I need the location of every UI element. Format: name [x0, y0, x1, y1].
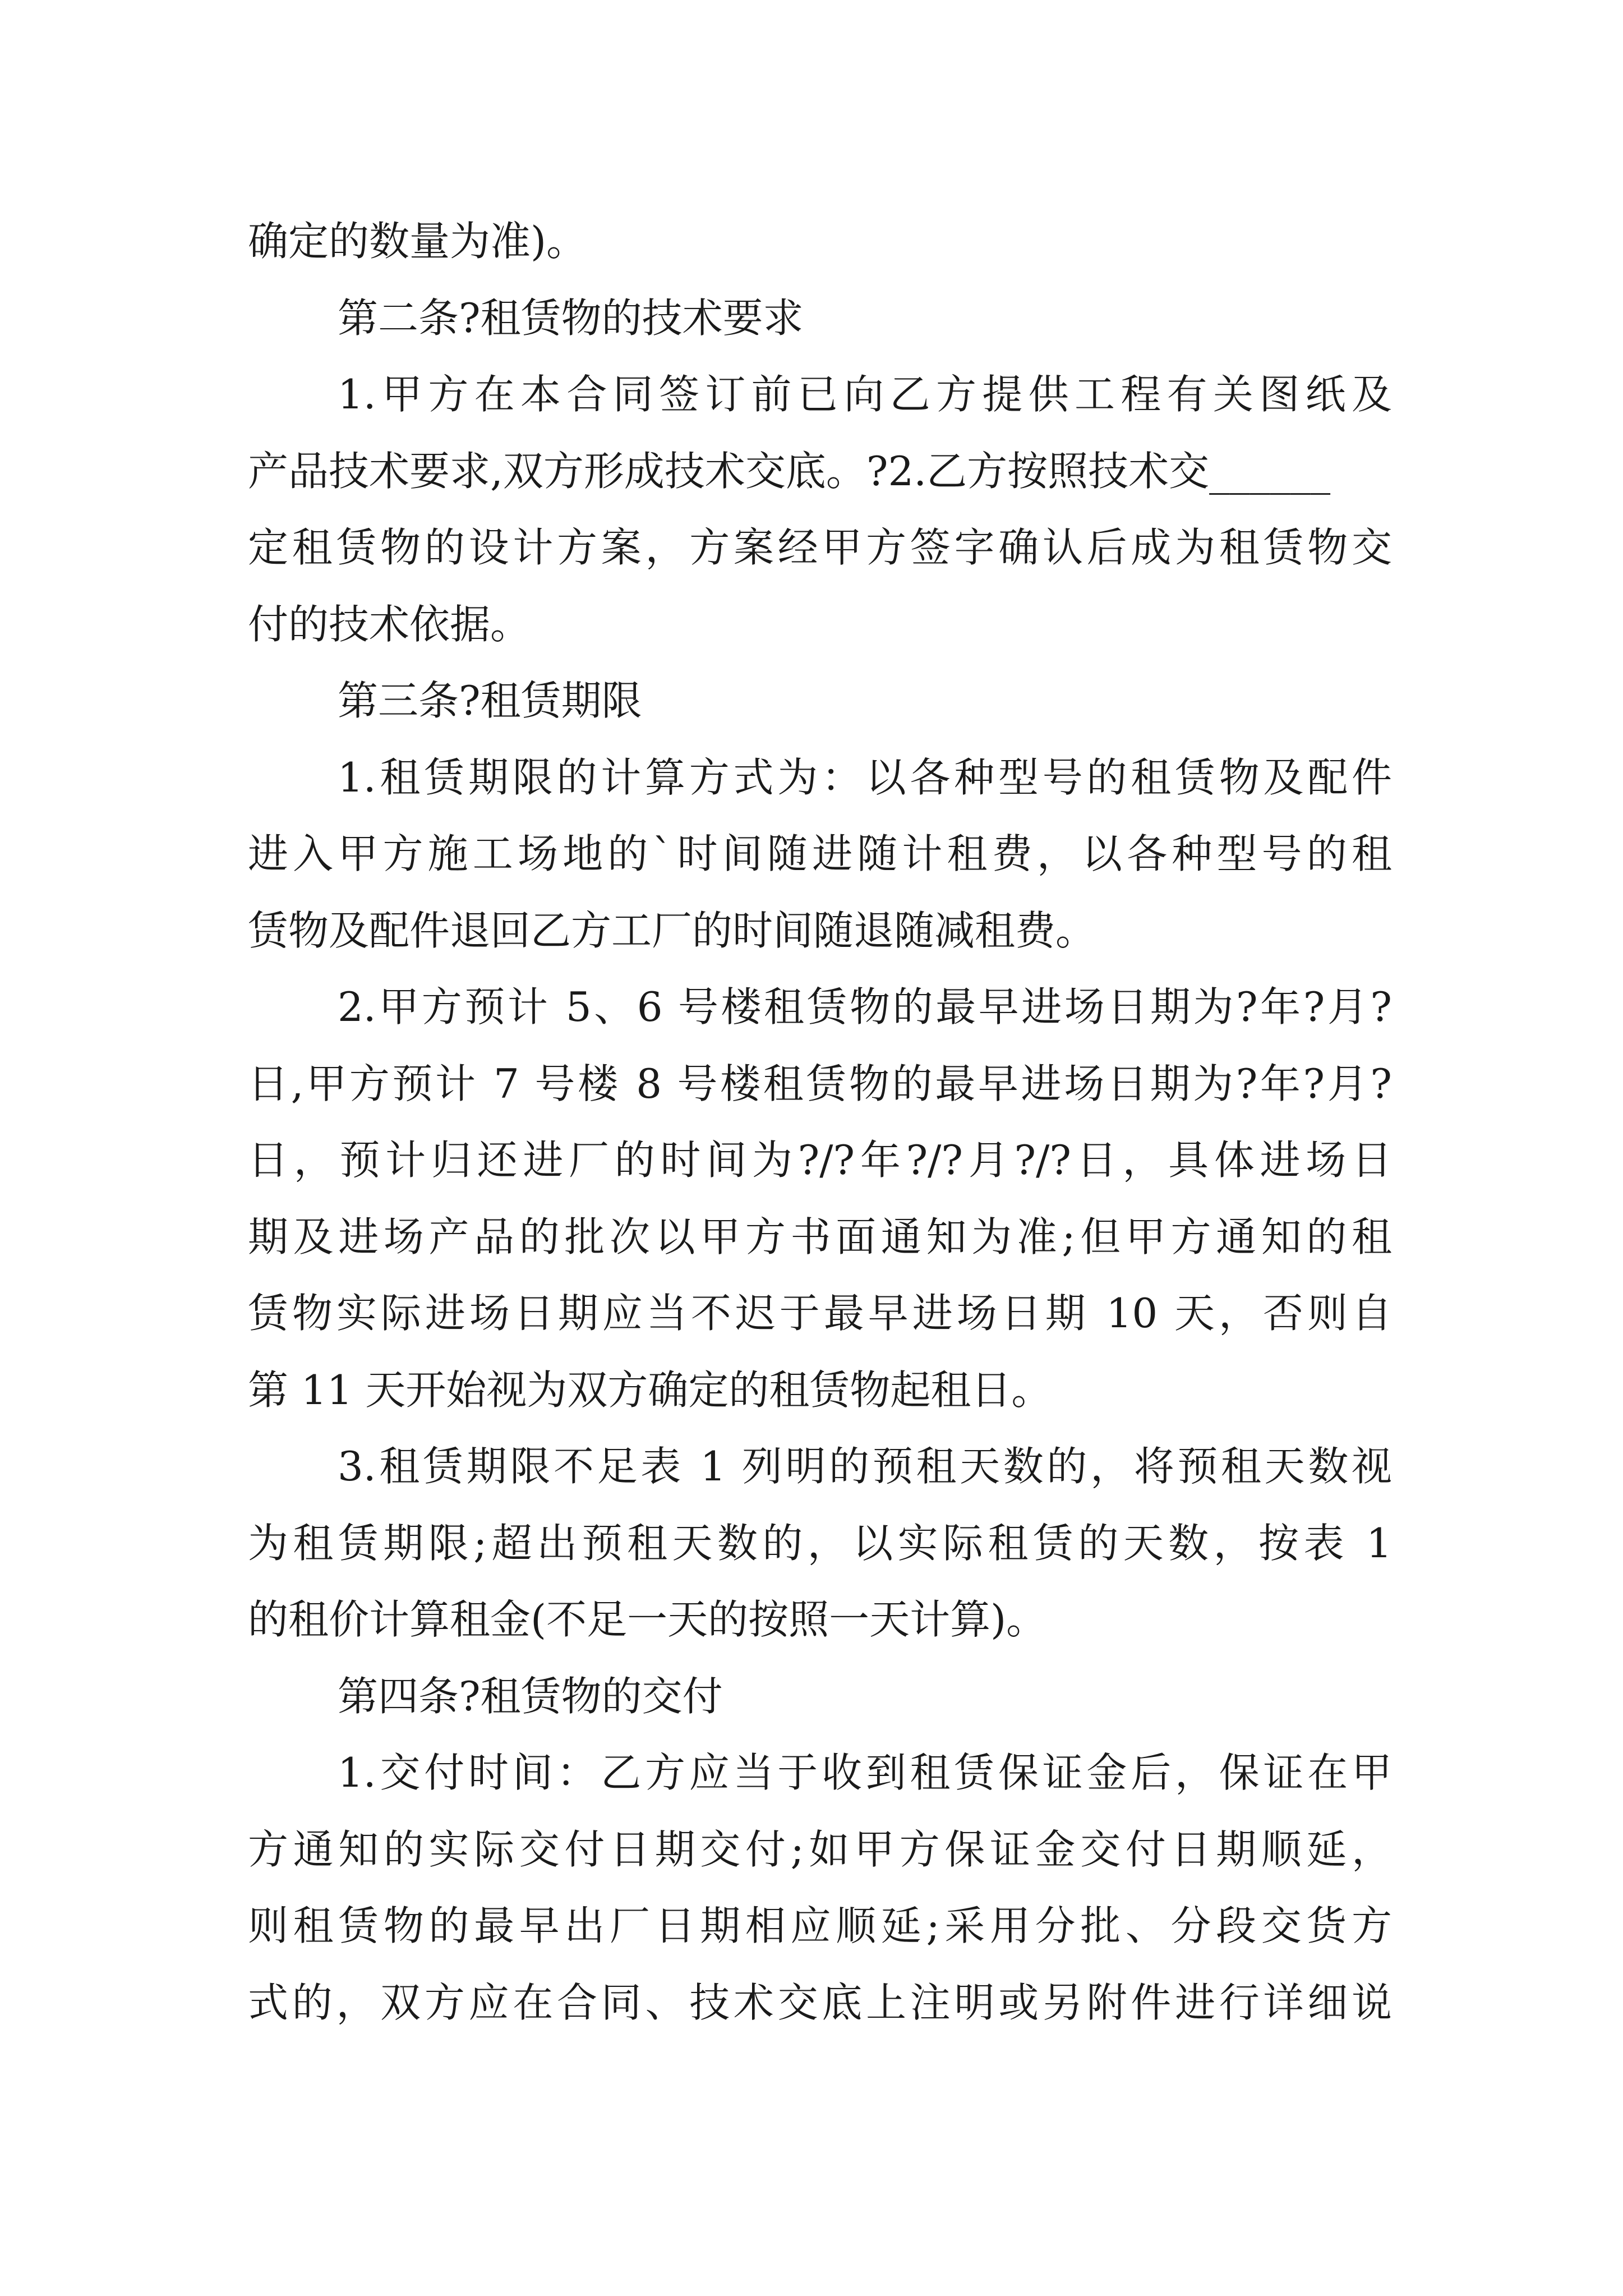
text-line: 日,甲方预计 7 号楼 8 号楼租赁物的最早进场日期为?年?月?	[248, 1060, 1392, 1107]
text-line: 定租赁物的设计方案，方案经甲方签字确认后成为租赁物交	[248, 524, 1392, 571]
text-line: 第三条?租赁期限	[338, 677, 642, 724]
text-line: 3.租赁期限不足表 1 列明的预租天数的，将预租天数视	[338, 1443, 1392, 1490]
text-line: 的租价计算租金(不足一天的按照一天计算)。	[248, 1596, 1047, 1643]
text-line: 则租赁物的最早出厂日期相应顺延;采用分批、分段交货方	[248, 1902, 1392, 1949]
text-line: 第二条?租赁物的技术要求	[338, 294, 804, 342]
text-line: 日，预计归还进厂的时间为?/?年?/?月?/?日，具体进场日	[248, 1137, 1392, 1184]
text-line: 1.交付时间：乙方应当于收到租赁保证金后，保证在甲	[338, 1749, 1392, 1796]
text-line: 进入甲方施工场地的`时间随进随计租费，以各种型号的租	[248, 830, 1392, 877]
text-line: 为租赁期限;超出预租天数的，以实际租赁的天数，按表 1	[248, 1519, 1392, 1567]
text-line: 确定的数量为准)。	[248, 218, 587, 265]
text-line: 1.甲方在本合同签订前已向乙方提供工程有关图纸及	[338, 371, 1392, 418]
text-line: 赁物及配件退回乙方工厂的时间随退随减租费。	[248, 907, 1096, 954]
text-line: 1.租赁期限的计算方式为：以各种型号的租赁物及配件	[338, 753, 1392, 801]
text-line: 赁物实际进场日期应当不迟于最早进场日期 10 天，否则自	[248, 1290, 1392, 1337]
document-body	[248, 203, 1392, 2041]
text-line: 2.甲方预计 5、6 号楼租赁物的最早进场日期为?年?月?	[338, 983, 1392, 1030]
text-line: 方通知的实际交付日期交付;如甲方保证金交付日期顺延，	[248, 1825, 1392, 1873]
text-line: 付的技术依据。	[248, 600, 531, 648]
text-line: 期及进场产品的批次以甲方书面通知为准;但甲方通知的租	[248, 1213, 1392, 1260]
text-line: 产品技术要求,双方形成技术交底。?2.乙方按照技术交______	[248, 447, 1331, 495]
text-line: 第 11 天开始视为双方确定的租赁物起租日。	[248, 1366, 1052, 1414]
text-line: 第四条?租赁物的交付	[338, 1672, 723, 1720]
text-line: 式的，双方应在合同、技术交底上注明或另附件进行详细说	[248, 1978, 1392, 2026]
